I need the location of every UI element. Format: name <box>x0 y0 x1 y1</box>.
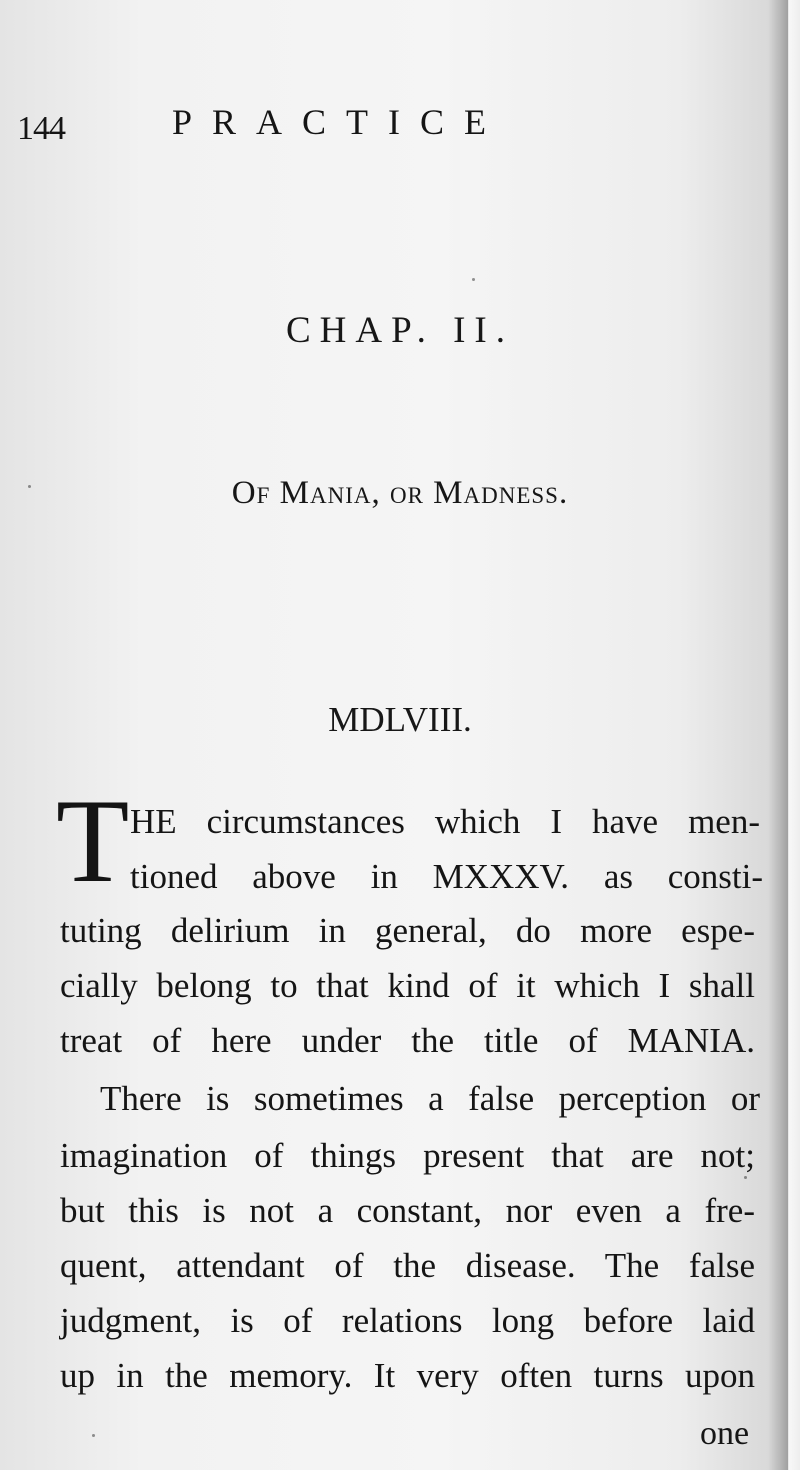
text-line-2: tioned above in MXXXV. as consti- <box>130 857 763 896</box>
paper-speck <box>92 1434 95 1437</box>
text-line-11: up in the memory. It very often turns upon <box>60 1356 755 1395</box>
text-line-10: judgment, is of relations long before laid <box>60 1301 755 1340</box>
section-number: MDLVIII. <box>328 700 472 739</box>
paper-speck <box>28 485 31 488</box>
catchword: one <box>700 1415 750 1452</box>
text-line-1: HE circumstances which I have men- <box>130 802 760 841</box>
page-number: 144 <box>17 110 65 147</box>
text-line-3: tuting delirium in general, do more espe- <box>60 911 755 950</box>
paper-speck <box>472 278 475 281</box>
text-line-7: imagination of things present that are not; <box>60 1136 755 1175</box>
text-line-8: but this is not a constant, nor even a fre- <box>60 1191 755 1230</box>
drop-cap: T <box>56 774 130 907</box>
text-line-9: quent, attendant of the disease. The false <box>60 1246 755 1285</box>
paper-speck <box>744 1176 747 1179</box>
chapter-heading: CHAP. II. <box>286 310 514 351</box>
text-line-5: treat of here under the title of MANIA. <box>60 1021 755 1060</box>
page-header <box>17 97 757 152</box>
text-line-6: There is sometimes a false perception or <box>100 1079 760 1118</box>
text-line-4: cially belong to that kind of it which I shall <box>60 966 755 1005</box>
running-head: PRACTICE <box>172 102 507 142</box>
chapter-subtitle: Of Mania, or Madness. <box>231 475 569 511</box>
